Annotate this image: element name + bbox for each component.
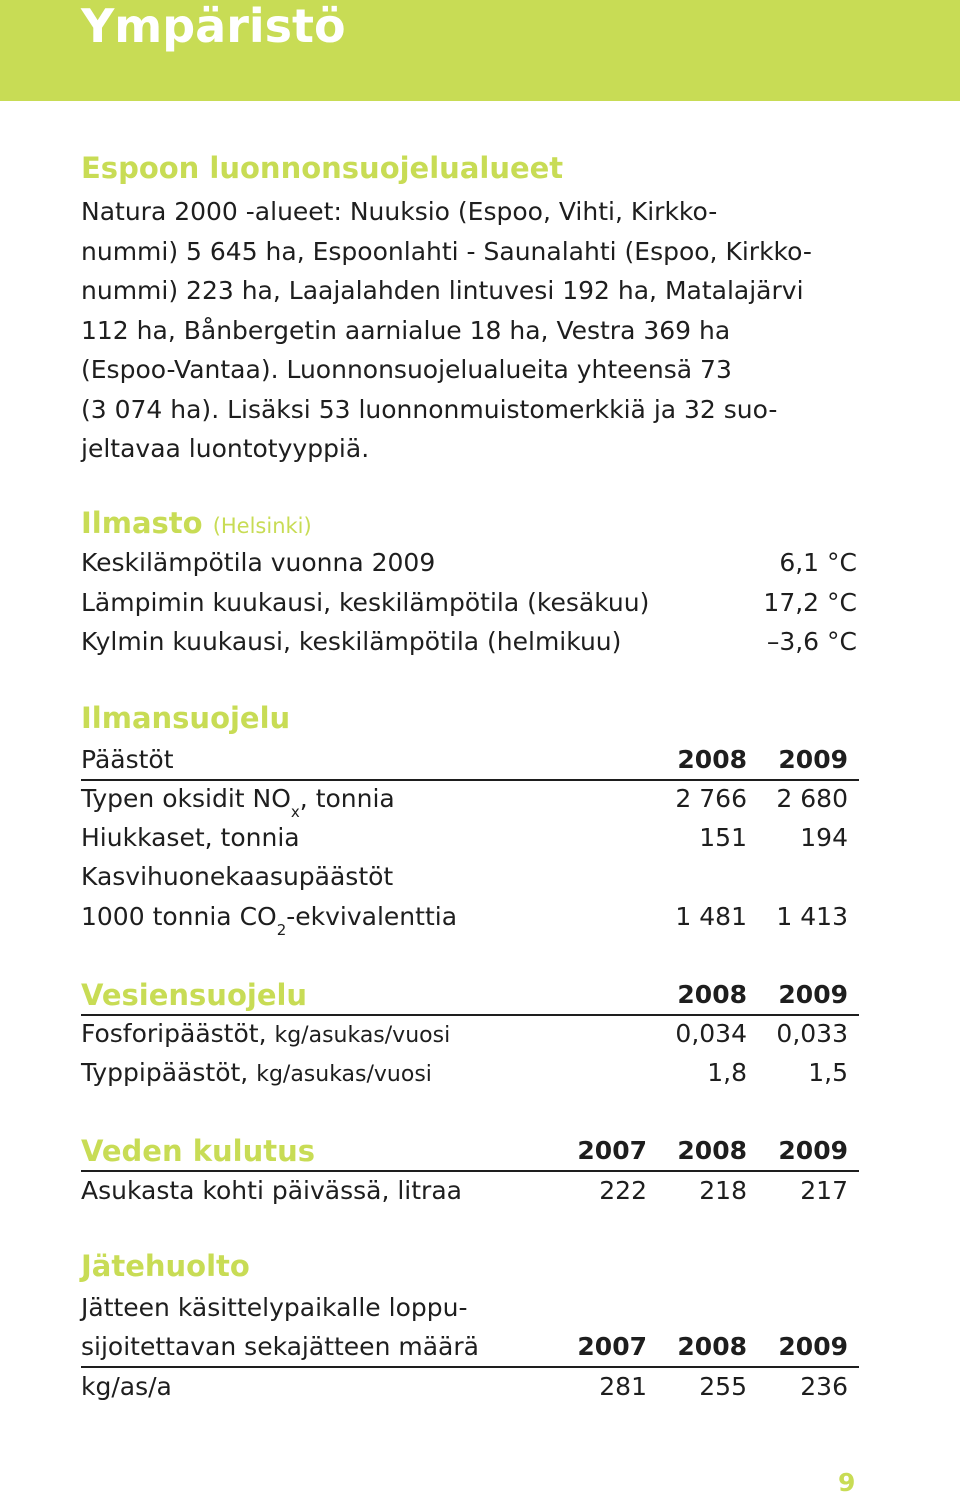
waste-unit-label: kg/as/a: [81, 1372, 172, 1401]
year-header: 2009: [778, 745, 848, 774]
climate-value: –3,6 °C: [766, 627, 857, 656]
title-banner: [0, 0, 960, 101]
water-value: 1,5: [808, 1058, 848, 1087]
consumption-heading: Veden kulutus: [81, 1134, 315, 1168]
climate-row: [81, 583, 859, 622]
waste-header-row: [81, 1327, 859, 1368]
water-row: [81, 1014, 859, 1053]
climate-value: 17,2 °C: [763, 588, 857, 617]
waste-label-line1: Jätteen käsittelypaikalle loppu-: [81, 1293, 468, 1322]
waste-value: 255: [699, 1372, 747, 1401]
water-label: Typpipäästöt, kg/asukas/vuosi: [81, 1058, 432, 1087]
air-label: Kasvihuonekaasupäästöt: [81, 862, 394, 891]
air-header-label: Päästöt: [81, 745, 174, 774]
climate-heading-sub: (Helsinki): [212, 514, 312, 538]
year-header: 2007: [577, 1332, 647, 1361]
waste-value: 236: [800, 1372, 848, 1401]
air-label: Typen oksidit $NO_x$, tonnia: [81, 784, 395, 821]
consumption-label: Asukasta kohti päivässä, litraa: [81, 1176, 462, 1205]
waste-label-line2: sijoitettavan sekajätteen määrä: [81, 1332, 479, 1361]
air-header-row: [81, 740, 859, 781]
nature-heading: Espoon luonnonsuojelualueet: [81, 151, 564, 185]
climate-label: Lämpimin kuukausi, keskilämpötila (kesäkuu): [81, 588, 650, 617]
consumption-value: 217: [800, 1176, 848, 1205]
climate-label: Keskilämpötila vuonna 2009: [81, 548, 436, 577]
air-value: 2 766: [675, 784, 747, 813]
page-number: 9: [838, 1468, 856, 1497]
climate-label: Kylmin kuukausi, keskilämpötila (helmikuu): [81, 627, 622, 656]
air-row: [81, 818, 859, 857]
air-heading: Ilmansuojelu: [81, 701, 291, 735]
climate-value: 6,1 °C: [779, 548, 857, 577]
air-label: Hiukkaset, tonnia: [81, 823, 300, 852]
year-header: 2008: [677, 1136, 747, 1165]
waste-label-row: [81, 1288, 859, 1327]
water-value: 0,034: [675, 1019, 747, 1048]
air-row: [81, 857, 859, 896]
air-row: [81, 779, 859, 821]
consumption-value: 218: [699, 1176, 747, 1205]
consumption-header-row: [81, 1131, 859, 1172]
water-value: 1,8: [707, 1058, 747, 1087]
waste-value: 281: [599, 1372, 647, 1401]
year-header: 2008: [677, 745, 747, 774]
air-value: 1 481: [675, 902, 747, 931]
year-header: 2008: [677, 1332, 747, 1361]
year-header: 2009: [778, 980, 848, 1009]
air-value: 1 413: [776, 902, 848, 931]
water-label: Fosforipäästöt, kg/asukas/vuosi: [81, 1019, 451, 1048]
air-value: 151: [699, 823, 747, 852]
air-value: 2 680: [776, 784, 848, 813]
year-header: 2008: [677, 980, 747, 1009]
year-header: 2009: [778, 1136, 848, 1165]
water-header-row: [81, 975, 859, 1016]
page-title: Ympäristö: [81, 0, 346, 53]
water-value: 0,033: [776, 1019, 848, 1048]
consumption-row: [81, 1171, 859, 1210]
water-row: [81, 1053, 859, 1092]
air-row: [81, 897, 859, 939]
year-header: 2009: [778, 1332, 848, 1361]
waste-row: [81, 1367, 859, 1406]
consumption-value: 222: [599, 1176, 647, 1205]
air-label: 1000 tonnia $CO_2$-ekvivalenttia: [81, 902, 458, 939]
climate-row: [81, 622, 859, 661]
climate-heading: [81, 505, 312, 544]
climate-heading-main: Ilmasto: [81, 506, 203, 540]
nature-text: Natura 2000 -alueet: Nuuksio (Espoo, Vihti, Kirkko- nummi) 5 645 ha, Espoonlahti - Saunalahti (Espoo, Kirkko- nummi) 223 ha, Laajalahden lintuvesi 192 ha, Matalajärvi 112 ha, Bånbergetin aarnialue 18 ha, Vestra 369 ha (Espoo-Vantaa). Luonnonsuojelualueita yhteensä 73 (3 074 ha). Lisäksi 53 luonnonmuistomerkkiä ja 32 suo- jeltavaa luontotyyppiä.: [81, 197, 812, 463]
water-heading: Vesiensuojelu: [81, 978, 308, 1012]
waste-heading: Jätehuolto: [81, 1249, 250, 1283]
climate-row: [81, 543, 859, 582]
air-value: 194: [800, 823, 848, 852]
year-header: 2007: [577, 1136, 647, 1165]
